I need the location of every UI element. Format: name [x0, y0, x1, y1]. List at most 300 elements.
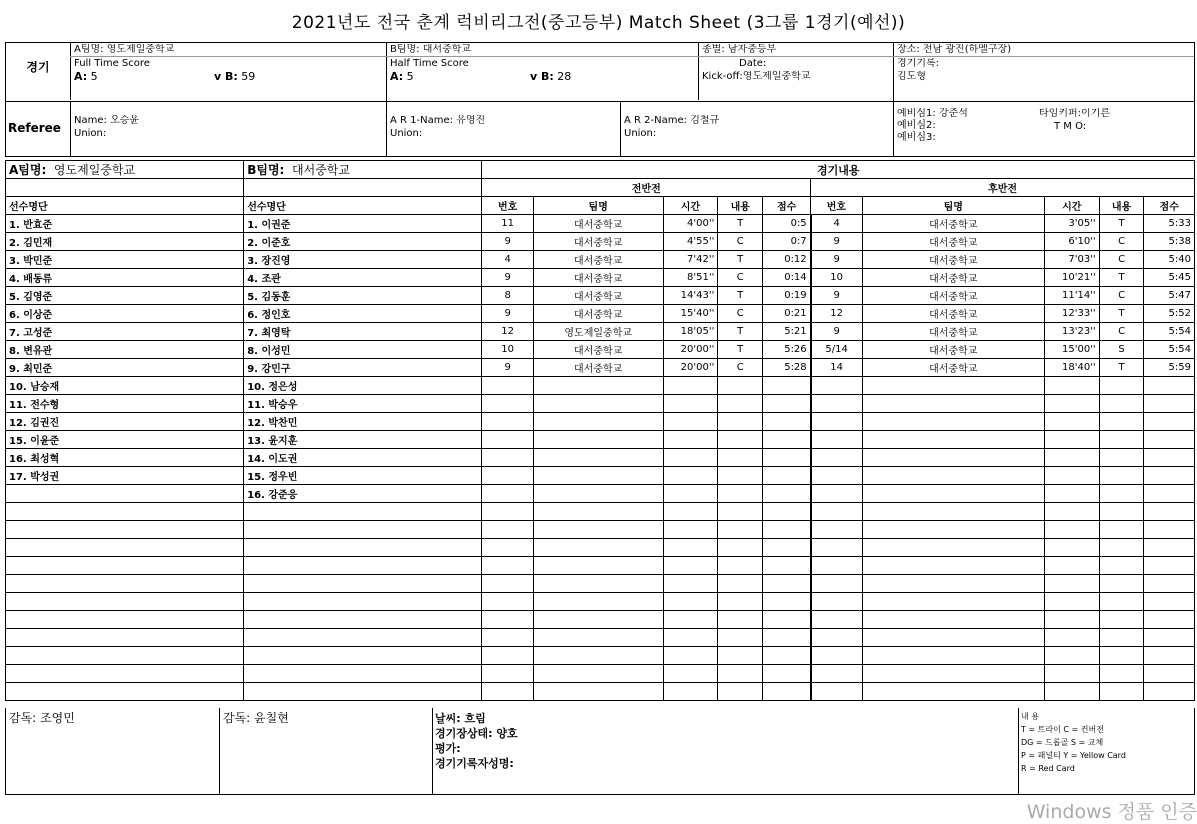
player-a: 5. 김영준	[6, 287, 244, 305]
timekeeper: 타임키퍼:이기른	[1039, 108, 1110, 119]
first-half-cell: T	[718, 215, 763, 233]
content-title: 경기내용	[482, 161, 1195, 179]
legend	[1021, 710, 1193, 775]
player-b: 10. 정은성	[244, 377, 482, 395]
first-half-cell	[763, 449, 811, 467]
first-half-cell: 대서중학교	[533, 305, 663, 323]
second-half-cell	[862, 395, 1044, 413]
ar2-name: A R 2-Name: 김철규	[624, 115, 720, 126]
team-b-name: 대서중학교	[422, 44, 472, 55]
first-half-cell: 대서중학교	[533, 341, 663, 359]
player-a: 1. 반효준	[6, 215, 244, 233]
recorder: 김도형	[897, 71, 926, 82]
first-half-cell: T	[718, 287, 763, 305]
player-a: 3. 박민준	[6, 251, 244, 269]
tmo: T M O:	[1054, 121, 1087, 132]
table-row	[6, 647, 1195, 665]
first-half-cell	[718, 629, 763, 647]
first-half-cell	[718, 503, 763, 521]
table-row	[6, 557, 1195, 575]
player-b: 1. 이권준	[244, 215, 482, 233]
second-half-cell: T	[1099, 359, 1144, 377]
referee-name: Name: 오승윤	[74, 115, 140, 126]
ground-condition: 경기장상태: 양호	[435, 727, 518, 740]
player-b	[244, 665, 482, 683]
first-half-cell	[663, 377, 718, 395]
table-row	[6, 287, 1195, 305]
team-a-cell: A팀명: 영도제일중학교	[6, 161, 244, 179]
second-half-cell: 5/14	[811, 341, 862, 359]
first-half-cell	[482, 413, 533, 431]
first-half-cell: T	[718, 323, 763, 341]
second-half-cell	[1044, 629, 1099, 647]
first-half-cell	[533, 467, 663, 485]
second-half-cell	[862, 449, 1044, 467]
first-half-cell	[482, 539, 533, 557]
player-a: 10. 남승재	[6, 377, 244, 395]
second-half-cell	[862, 647, 1044, 665]
legend-line: R = Red Card	[1021, 764, 1075, 773]
first-half-cell	[718, 395, 763, 413]
first-half-cell	[663, 611, 718, 629]
second-half-cell: 대서중학교	[862, 341, 1044, 359]
first-half-cell: 11	[482, 215, 533, 233]
second-half-cell	[862, 521, 1044, 539]
player-a	[6, 485, 244, 503]
table-row	[6, 323, 1195, 341]
second-half-col-header: 시간	[1044, 197, 1099, 215]
first-half-cell: 4'00''	[663, 215, 718, 233]
first-half-cell	[663, 431, 718, 449]
first-half-cell	[718, 539, 763, 557]
second-half-cell	[862, 575, 1044, 593]
first-half-cell: 9	[482, 305, 533, 323]
full-time-score: A: 5 v B: 59	[74, 71, 256, 83]
second-half-cell	[1099, 431, 1144, 449]
first-half-cell	[663, 503, 718, 521]
second-half-cell	[1099, 575, 1144, 593]
second-half-col-header: 번호	[811, 197, 862, 215]
first-half-cell	[763, 431, 811, 449]
first-half-cell: 0:5	[763, 215, 811, 233]
second-half-cell	[1099, 413, 1144, 431]
second-half-cell: S	[1099, 341, 1144, 359]
first-half-cell: 0:7	[763, 233, 811, 251]
player-b: 2. 이준호	[244, 233, 482, 251]
first-half-cell	[663, 485, 718, 503]
first-half-cell: 대서중학교	[533, 233, 663, 251]
first-half-cell	[763, 611, 811, 629]
first-half-cell	[763, 557, 811, 575]
second-half-cell	[862, 611, 1044, 629]
first-half-cell	[763, 539, 811, 557]
second-half-cell	[1099, 395, 1144, 413]
half-time-score: A: 5 v B: 28	[390, 71, 572, 83]
player-b: 5. 김동훈	[244, 287, 482, 305]
second-half-cell	[862, 665, 1044, 683]
first-half-cell	[718, 683, 763, 701]
ar1-union: Union:	[390, 128, 423, 139]
first-half-cell	[718, 449, 763, 467]
table-row	[6, 269, 1195, 287]
first-half-cell	[663, 467, 718, 485]
second-half-cell: 6'10''	[1044, 233, 1099, 251]
first-half-cell	[763, 467, 811, 485]
first-half-cell	[533, 665, 663, 683]
second-half-cell: T	[1099, 305, 1144, 323]
second-half-cell	[1044, 665, 1099, 683]
player-b	[244, 683, 482, 701]
player-a: 9. 최민준	[6, 359, 244, 377]
first-half-cell: 14'43''	[663, 287, 718, 305]
first-half-cell	[533, 539, 663, 557]
player-a: 2. 김민재	[6, 233, 244, 251]
first-half-cell	[482, 683, 533, 701]
match-sheet-table	[5, 160, 1195, 701]
second-half-col-header: 점수	[1144, 197, 1195, 215]
first-half-cell	[482, 395, 533, 413]
player-b: 3. 장진영	[244, 251, 482, 269]
second-half-cell	[1044, 539, 1099, 557]
second-half-cell: 10'21''	[1044, 269, 1099, 287]
second-half-cell: 5:45	[1144, 269, 1195, 287]
second-half-cell: 9	[811, 323, 862, 341]
coach-a: 감독: 조영민	[9, 712, 75, 724]
first-half-cell: 20'00''	[663, 341, 718, 359]
first-half-cell	[533, 593, 663, 611]
second-half-cell: 5:38	[1144, 233, 1195, 251]
second-half-cell	[1044, 449, 1099, 467]
second-half-cell	[1144, 557, 1195, 575]
second-half-cell	[1099, 503, 1144, 521]
half-time-label: Half Time Score	[390, 58, 469, 69]
second-half-cell: 대서중학교	[862, 233, 1044, 251]
first-half-col-header: 내용	[718, 197, 763, 215]
player-b: 11. 박승우	[244, 395, 482, 413]
second-half-cell	[1099, 593, 1144, 611]
player-a: 12. 김권진	[6, 413, 244, 431]
second-half-cell	[1099, 557, 1144, 575]
second-half-cell: 5:33	[1144, 215, 1195, 233]
first-half-cell	[763, 521, 811, 539]
second-half-cell: 9	[811, 287, 862, 305]
first-half-cell	[763, 575, 811, 593]
first-half-cell	[482, 485, 533, 503]
second-half-cell: 대서중학교	[862, 269, 1044, 287]
first-half-cell: 8	[482, 287, 533, 305]
first-half-cell	[482, 611, 533, 629]
second-half-cell	[1099, 521, 1144, 539]
first-half-cell: 4'55''	[663, 233, 718, 251]
second-half-cell	[811, 575, 862, 593]
table-row	[6, 683, 1195, 701]
second-half-cell: C	[1099, 287, 1144, 305]
player-b: 9. 강민구	[244, 359, 482, 377]
second-half-cell	[862, 485, 1044, 503]
second-half-cell	[1044, 557, 1099, 575]
second-half-cell: 5:40	[1144, 251, 1195, 269]
second-half-cell	[1144, 521, 1195, 539]
footer	[5, 708, 1195, 795]
first-half-cell	[482, 593, 533, 611]
table-row	[6, 485, 1195, 503]
first-half-cell	[718, 575, 763, 593]
table-row	[6, 395, 1195, 413]
first-half-cell	[718, 485, 763, 503]
second-half-cell	[1144, 629, 1195, 647]
second-half-cell	[811, 395, 862, 413]
first-half-cell	[718, 593, 763, 611]
first-half-cell: 12	[482, 323, 533, 341]
second-half-cell	[1144, 485, 1195, 503]
second-half-cell	[1144, 431, 1195, 449]
second-half-cell	[1099, 611, 1144, 629]
first-half-col-header: 점수	[763, 197, 811, 215]
second-half-cell	[1099, 683, 1144, 701]
first-half-cell	[533, 377, 663, 395]
second-half-cell	[1144, 647, 1195, 665]
table-row	[6, 413, 1195, 431]
first-half-cell: 18'05''	[663, 323, 718, 341]
first-half-cell	[663, 449, 718, 467]
first-half-cell	[482, 377, 533, 395]
second-half-cell	[1099, 539, 1144, 557]
player-a	[6, 629, 244, 647]
first-half-cell	[533, 431, 663, 449]
first-half-col-header: 번호	[482, 197, 533, 215]
player-b: 16. 강준응	[244, 485, 482, 503]
first-half-col-header: 시간	[663, 197, 718, 215]
first-half-cell: C	[718, 359, 763, 377]
table-row	[6, 467, 1195, 485]
table-row	[6, 575, 1195, 593]
second-half-cell	[811, 665, 862, 683]
table-row	[6, 629, 1195, 647]
player-a: 4. 배동류	[6, 269, 244, 287]
second-half-cell: 10	[811, 269, 862, 287]
first-half-cell: 15'40''	[663, 305, 718, 323]
legend-title: 내 용	[1021, 712, 1039, 721]
table-row	[6, 665, 1195, 683]
rating: 평가:	[435, 742, 461, 755]
team-a-name: 영도제일중학교	[106, 44, 175, 55]
second-half-cell: 대서중학교	[862, 287, 1044, 305]
second-half-cell	[1044, 647, 1099, 665]
first-half-cell	[763, 503, 811, 521]
second-half-cell	[862, 539, 1044, 557]
table-row	[6, 611, 1195, 629]
player-b	[244, 557, 482, 575]
second-half-cell	[1144, 539, 1195, 557]
legend-line: P = 패널티 Y = Yellow Card	[1021, 751, 1126, 760]
player-a	[6, 503, 244, 521]
first-half-cell	[663, 395, 718, 413]
first-half-cell	[533, 575, 663, 593]
first-half-cell	[482, 467, 533, 485]
first-half-cell	[533, 413, 663, 431]
second-half-cell	[811, 467, 862, 485]
second-half-cell: C	[1099, 323, 1144, 341]
first-half-cell	[482, 647, 533, 665]
table-row	[6, 593, 1195, 611]
second-half-cell	[862, 503, 1044, 521]
first-half-cell	[763, 593, 811, 611]
player-b: 4. 조관	[244, 269, 482, 287]
first-half-cell	[718, 647, 763, 665]
second-half-cell: C	[1099, 251, 1144, 269]
second-half-cell: 대서중학교	[862, 305, 1044, 323]
second-half-col-header: 내용	[1099, 197, 1144, 215]
game-label: 경기	[26, 61, 50, 73]
player-a: 15. 이윤준	[6, 431, 244, 449]
first-half-cell	[533, 503, 663, 521]
first-half-cell	[533, 557, 663, 575]
first-half-cell: T	[718, 341, 763, 359]
second-half-cell	[1044, 683, 1099, 701]
first-half-cell	[663, 593, 718, 611]
recorder-signature: 경기기록자성명:	[435, 757, 514, 770]
player-b	[244, 593, 482, 611]
weather: 날씨: 흐림	[435, 712, 486, 725]
second-half-cell: 5:54	[1144, 323, 1195, 341]
second-half-cell	[811, 629, 862, 647]
full-time-label: Full Time Score	[74, 58, 150, 69]
first-half-cell	[763, 647, 811, 665]
player-a	[6, 683, 244, 701]
table-row	[6, 521, 1195, 539]
team-b-header: B팀명: 대서중학교	[390, 44, 472, 55]
second-half-cell: 대서중학교	[862, 251, 1044, 269]
kickoff: Kick-off:영도제일중학교	[702, 71, 811, 82]
first-half-cell	[663, 575, 718, 593]
first-half-cell	[763, 413, 811, 431]
second-half-cell	[1144, 503, 1195, 521]
first-half-cell	[718, 431, 763, 449]
second-half-cell: 7'03''	[1044, 251, 1099, 269]
first-half-cell: 8'51''	[663, 269, 718, 287]
second-half-cell	[862, 413, 1044, 431]
second-half-cell: 5:52	[1144, 305, 1195, 323]
second-half-cell: 13'23''	[1044, 323, 1099, 341]
table-row	[6, 539, 1195, 557]
first-half-cell: 대서중학교	[533, 359, 663, 377]
second-half-cell	[1044, 593, 1099, 611]
team-a-header: A팀명: 영도제일중학교	[74, 44, 175, 55]
table-row	[6, 503, 1195, 521]
category: 종별: 남자중등부	[702, 44, 777, 55]
first-half-cell	[763, 683, 811, 701]
second-half-cell	[1044, 467, 1099, 485]
player-a	[6, 557, 244, 575]
first-half-cell: 9	[482, 269, 533, 287]
player-b	[244, 647, 482, 665]
table-row	[6, 359, 1195, 377]
second-half-cell: 9	[811, 233, 862, 251]
table-row	[6, 251, 1195, 269]
second-half-cell: 대서중학교	[862, 359, 1044, 377]
second-half-cell	[1144, 665, 1195, 683]
player-a	[6, 611, 244, 629]
first-half-cell	[482, 575, 533, 593]
player-a: 16. 최성혁	[6, 449, 244, 467]
player-b	[244, 539, 482, 557]
second-half-cell	[1144, 467, 1195, 485]
second-half-cell	[811, 413, 862, 431]
first-half-cell: 0:19	[763, 287, 811, 305]
first-half-cell	[533, 395, 663, 413]
first-half-cell	[533, 449, 663, 467]
first-half-cell: 대서중학교	[533, 287, 663, 305]
first-half-cell: 9	[482, 359, 533, 377]
first-half-cell	[763, 485, 811, 503]
second-half-cell	[862, 557, 1044, 575]
first-half-cell	[533, 647, 663, 665]
second-half-cell: T	[1099, 215, 1144, 233]
player-a: 6. 이상준	[6, 305, 244, 323]
second-half-cell	[1099, 449, 1144, 467]
player-b: 14. 이도권	[244, 449, 482, 467]
first-half-cell	[482, 629, 533, 647]
second-half-cell: T	[1099, 269, 1144, 287]
first-half-cell: 대서중학교	[533, 251, 663, 269]
player-b: 8. 이성민	[244, 341, 482, 359]
second-half-cell	[811, 647, 862, 665]
first-half-cell	[482, 449, 533, 467]
match-header	[5, 42, 1195, 157]
first-half-cell	[482, 503, 533, 521]
table-row	[6, 305, 1195, 323]
table-row	[6, 341, 1195, 359]
second-half-cell	[811, 377, 862, 395]
second-half-title: 후반전	[811, 179, 1195, 197]
referee-union: Union:	[74, 128, 107, 139]
second-half-cell	[1099, 467, 1144, 485]
first-half-cell	[482, 431, 533, 449]
second-half-cell: 5:47	[1144, 287, 1195, 305]
coach-b: 감독: 윤칠현	[223, 712, 289, 724]
team-b-cell: B팀명: 대서중학교	[244, 161, 482, 179]
second-half-cell	[811, 557, 862, 575]
second-half-cell	[1044, 611, 1099, 629]
second-half-cell: 15'00''	[1044, 341, 1099, 359]
second-half-cell	[1044, 377, 1099, 395]
second-half-cell	[862, 593, 1044, 611]
second-half-cell: 3'05''	[1044, 215, 1099, 233]
table-row	[6, 377, 1195, 395]
first-half-cell: 0:14	[763, 269, 811, 287]
first-half-cell	[763, 629, 811, 647]
first-half-cell	[663, 539, 718, 557]
first-half-cell: 7'42''	[663, 251, 718, 269]
second-half-cell: 4	[811, 215, 862, 233]
first-half-cell	[663, 521, 718, 539]
second-half-cell	[862, 629, 1044, 647]
second-half-cell	[1144, 575, 1195, 593]
first-half-cell: 대서중학교	[533, 269, 663, 287]
first-half-cell: 0:21	[763, 305, 811, 323]
second-half-cell: C	[1099, 233, 1144, 251]
second-half-cell	[1044, 575, 1099, 593]
second-half-cell	[1044, 413, 1099, 431]
first-half-cell	[482, 521, 533, 539]
first-half-cell	[533, 629, 663, 647]
player-b: 7. 최영탁	[244, 323, 482, 341]
second-half-cell	[811, 485, 862, 503]
second-half-cell: 11'14''	[1044, 287, 1099, 305]
player-a: 11. 전수형	[6, 395, 244, 413]
first-half-cell	[718, 557, 763, 575]
first-half-cell: C	[718, 269, 763, 287]
